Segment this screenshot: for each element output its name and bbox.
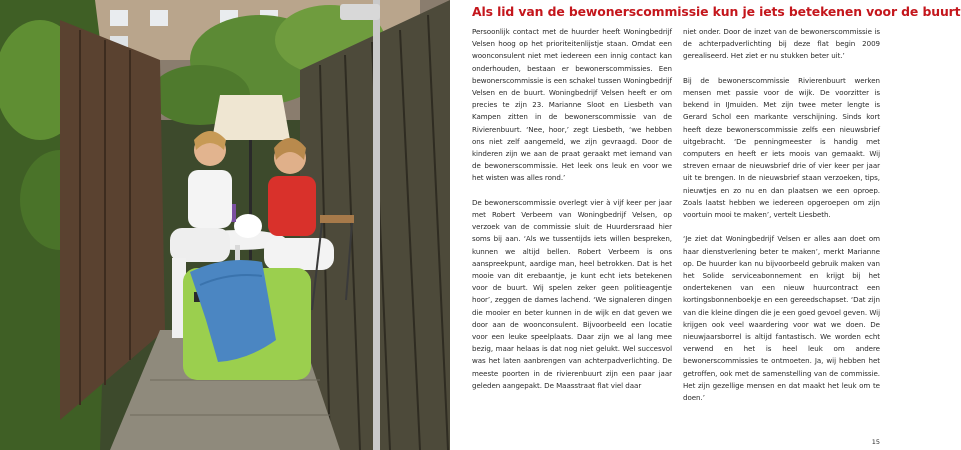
street-lamp (340, 4, 380, 20)
article-photo (0, 0, 450, 450)
article-page (450, 0, 961, 450)
woman-left-pants (170, 228, 230, 262)
building-window (150, 10, 168, 26)
paragraph: niet onder. Door de inzet van de bewonerscommissie is de achterpadverlichting bij deze flat begin 2009 gerealiseerd. Het ziet er nu stukken beter uit.’ (683, 27, 880, 61)
text-column-left (472, 26, 672, 404)
lamp-post (373, 0, 380, 450)
paragraph: De bewonerscommissie overlegt vier à vijf keer per jaar met Robert Verbeem van Woningbedrijf Velsen, op verzoek van de commissie sluit de Huurdersraad hier soms bij aan. ‘Als we tussentijds iets willen bespreken, kunnen we altijd bellen. Robert Verbeem is ons aanspreekpunt, aardige man, heel betrokken. Dat is het mooie van dit erebaantje, je kunt echt iets betekenen voor de buurt. Wij spelen zeker geen politieagentje hoor’, zeggen de dames lachend. ‘We signaleren dingen die mooier en beter kunnen in de wijk en dat geven we door aan de woonconsulent. Bijvoorbeeld een locatie voor een leuke speelplaats. Daar zijn we al lang mee bezig, maar helaas is dat nog niet gelukt. Wel succesvol was het laten aanbrengen van achterpadverlichting. De meeste poorten in de rivierenbuurt zijn een paar jaar geleden aangepakt. De Maasstraat flat viel daar (472, 197, 672, 390)
photo-illustration (0, 0, 450, 450)
paragraph: ‘Je ziet dat Woningbedrijf Velsen er alles aan doet om haar dienstverlening beter te maken’, merkt Marianne op. De huurder kan nu bijvoorbeeld gebruik maken van het Solide serviceabonnement en krijgt bij het ondertekenen van een nieuw huurcontract een kortingsbonnenboekje en een gereedschapset. ‘Dat zijn van die kleine dingen die je een goed gevoel geven. Wij krijgen ook veel waardering voor wat we doen. De nieuwjaarsborrel is altijd fantastisch. We worden echt verwend en het is heel leuk om andere bewonerscommissies te ontmoeten. Ja, wij hebben het getroffen, ook met de samenstelling van de commissie. Het zijn gezellige mensen en dat maakt het leuk om te doen.’ (683, 234, 880, 403)
paragraph: Persoonlijk contact met de huurder heeft Woningbedrijf Velsen hoog op het prioriteitenlijstje staan. Omdat een woonconsulent niet met iedereen een innig contact kan onderhouden, bestaan er bewonerscommissies. Een bewonerscommissie is een schakel tussen Woningbedrijf Velsen en de buurt. Woningbedrijf Velsen heeft er om precies te zijn 23. Marianne Sloot en Liesbeth van Kampen zitten in de bewonerscommissie van de Rivierenbuurt. ‘Nee, hoor,’ zegt Liesbeth, ‘we hebben ons niet zelf aangemeld, we zijn gevraagd. Door de kinderen zijn we aan de praat geraakt met iemand van de bewonerscommissie. Het leek ons leuk en voor we het wisten was alles rond.’ (472, 27, 672, 183)
woman-right-shirt (268, 176, 316, 236)
garden-chair (320, 215, 354, 223)
page-number: 15 (871, 438, 880, 446)
lampshade (212, 95, 290, 140)
woman-left-shirt (188, 170, 232, 228)
building-window (110, 10, 128, 26)
teapot (234, 214, 262, 238)
text-column-right (683, 26, 880, 416)
woman-right-pants (264, 238, 334, 270)
paragraph: Bij de bewonerscommissie Rivierenbuurt werken mensen met passie voor de wijk. De voorzitter is bekend in IJmuiden. Met zijn twee meter lengte is Gerard Schol een markante verschijning. Sinds kort heeft deze bewonerscommissie zelfs een nieuwsbrief uitgebracht. ‘De penningmeester is handig met computers en heeft er iets moois van gemaakt. Wij streven ernaar de nieuwsbrief drie of vier keer per jaar uit te brengen. In de nieuwsbrief staan verzoeken, tips, nieuwtjes en zo nu en dan plaatsen we een oproep. Zoals laatst hebben we iedereen opgeroepen om zijn voortuin mooi te maken’, vertelt Liesbeth. (683, 75, 880, 220)
article-headline: Als lid van de bewonerscommissie kun je iets betekenen voor de buurt (472, 4, 961, 19)
